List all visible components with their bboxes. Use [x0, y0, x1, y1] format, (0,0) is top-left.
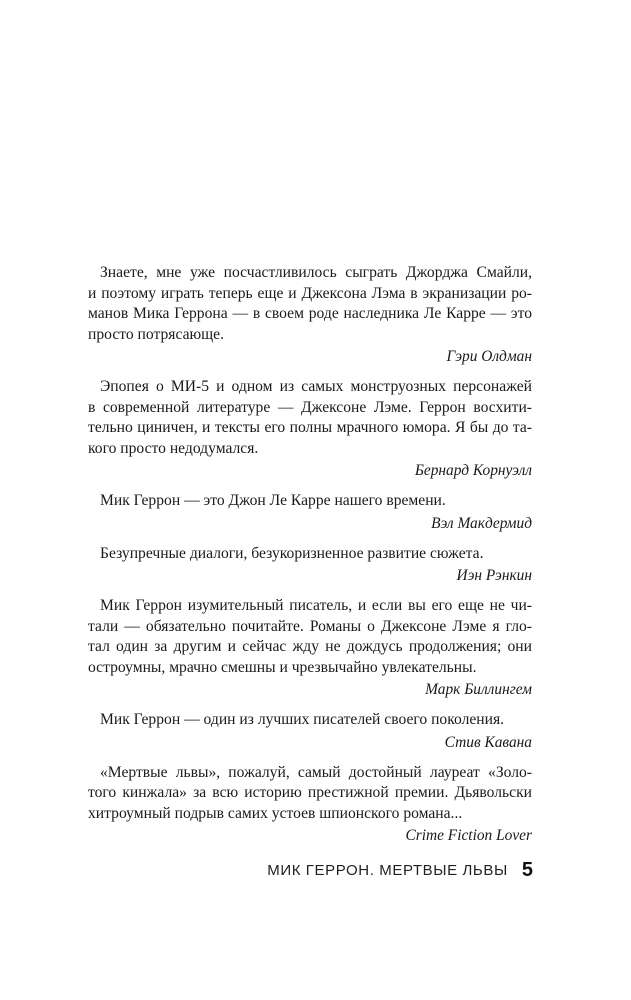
quote-line: кого просто недодумался. [88, 439, 259, 457]
quote-rankin [88, 544, 532, 587]
quote-author: Crime Fiction Lover [405, 827, 532, 844]
page-footer [0, 858, 533, 882]
quote-author: Гэри Олдман [446, 348, 532, 365]
quote-line: манов Мика Геррона — в своем роде наследника Ле Карре — это [88, 305, 532, 322]
quote-line: тали — обязательно почитайте. Романы о Джексоне Лэме я гло- [88, 617, 532, 635]
quote-author: Марк Биллингем [425, 681, 532, 698]
quote-author: Бернард Корнуэлл [414, 462, 532, 479]
quote-billingham [88, 596, 532, 700]
quote-text [88, 491, 532, 512]
quote-line: и поэтому играть теперь еще и Джексона Лэма в экранизации ро- [88, 284, 532, 302]
quote-mcdermid [88, 491, 532, 534]
quote-author: Стив Кавана [444, 733, 532, 751]
quote-line: Мик Геррон — это Джон Ле Карре нашего времени. [100, 492, 446, 509]
quote-author: Иэн Рэнкин [456, 567, 532, 584]
quote-line: Знаете, мне уже посчастливилось сыграть Джорджа Смайли, [100, 264, 532, 281]
quote-line: просто потрясающе. [88, 325, 224, 343]
quote-line: Эпопея о МИ-5 и одном из самых монструозных персонажей [100, 378, 532, 395]
quote-line: Безупречные диалоги, безукоризненное развитие сюжета. [100, 544, 484, 562]
quote-line: хитроумный подрыв самих устоев шпионского романа... [88, 804, 463, 822]
blurbs-section [88, 263, 532, 856]
quote-line: Мик Геррон изумительный писатель, и если вы его еще не чи- [100, 597, 532, 614]
quote-line: тал один за другим и сейчас жду не дождусь продолжения; они [88, 638, 532, 655]
running-head: МИК ГЕРРОН. МЕРТВЫЕ ЛЬВЫ [267, 861, 508, 879]
quote-text [88, 763, 532, 825]
quote-line: «Мертвые львы», пожалуй, самый достойный лауреат «Золо- [100, 763, 532, 781]
quote-text [88, 596, 532, 678]
quote-text [88, 544, 532, 565]
quote-line: Мик Геррон — один из лучших писателей своего поколения. [100, 711, 505, 728]
quote-oldman [88, 263, 532, 367]
quote-line: тельно циничен, и тексты его полны мрачного юмора. Я бы до та- [88, 419, 532, 436]
quote-crime-fiction-lover [88, 763, 532, 847]
quote-author: Вэл Макдермид [431, 514, 532, 532]
page-number: 5 [521, 858, 533, 881]
quote-cornwell [88, 377, 532, 481]
quote-line: того кинжала» за всю историю престижной премии. Дьявольски [88, 784, 532, 801]
quote-text [88, 377, 532, 459]
quote-kavanagh [88, 710, 532, 753]
quote-text [88, 710, 532, 731]
quote-line: в современной литературе — Джексоне Лэме. Геррон восхити- [88, 398, 532, 416]
quote-text [88, 263, 532, 345]
quote-line: остроумны, мрачно смешны и чрезвычайно увлекательны. [88, 658, 477, 676]
